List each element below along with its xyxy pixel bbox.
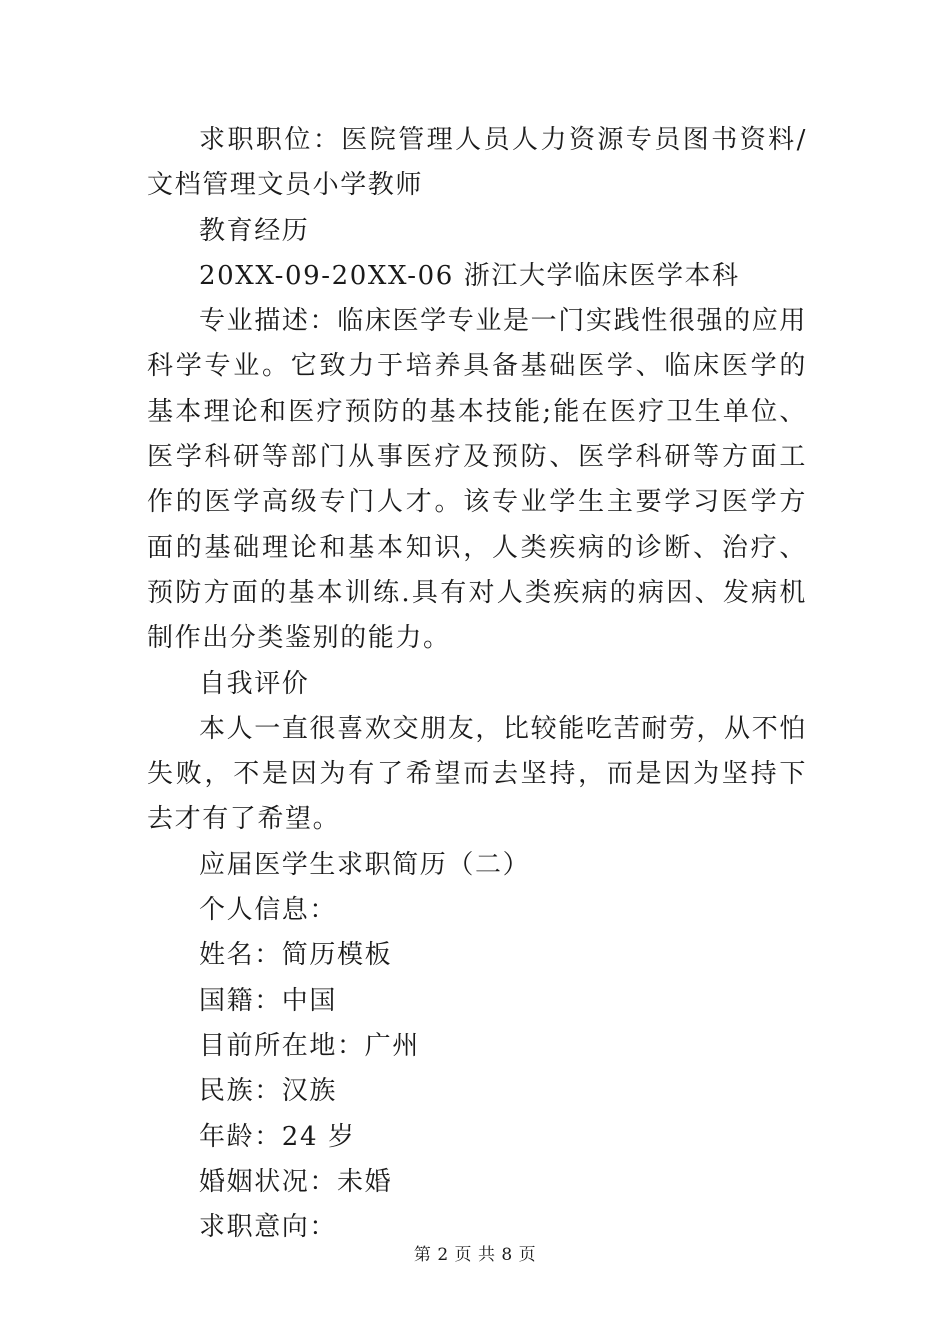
field-marital-status: 婚姻状况：未婚 bbox=[199, 1166, 393, 1197]
field-nationality: 国籍：中国 bbox=[199, 985, 338, 1016]
field-age: 年龄：24 岁 bbox=[199, 1121, 356, 1152]
paragraph-major-description: 专业描述：临床医学专业是一门实践性很强的应用科学专业。它致力于培养具备基础医学、临床医学的基本理论和医疗预防的基本技能;能在医疗卫生单位、医学科研等部门从事医疗及预防、医学科研等方面工作的医学高级专门人才。该专业学生主要学习医学方面的基础理论和基本知识，人类疾病的诊断、治疗、预防方面的基本训练.具有对人类疾病的病因、发病机制作出分类鉴别的能力。 bbox=[147, 306, 807, 654]
paragraph-self-evaluation: 本人一直很喜欢交朋友，比较能吃苦耐劳，从不怕失败，不是因为有了希望而去坚持，而是因为坚持下去才有了希望。 bbox=[147, 713, 807, 835]
paragraph-job-position: 求职职位：医院管理人员人力资源专员图书资料/文档管理文员小学教师 bbox=[147, 125, 807, 201]
heading-self-evaluation: 自我评价 bbox=[199, 668, 310, 699]
heading-resume-two: 应届医学生求职简历（二） bbox=[199, 849, 531, 880]
heading-job-intention: 求职意向： bbox=[199, 1212, 338, 1243]
page-number-footer: 第 2 页 共 8 页 bbox=[413, 1245, 537, 1265]
field-ethnicity: 民族：汉族 bbox=[199, 1076, 338, 1107]
field-name: 姓名：简历模板 bbox=[199, 940, 393, 971]
heading-education: 教育经历 bbox=[199, 215, 310, 246]
heading-personal-info: 个人信息： bbox=[199, 895, 338, 926]
paragraph-education-entry: 20XX-09-20XX-06 浙江大学临床医学本科 bbox=[199, 260, 740, 291]
document-body bbox=[147, 118, 807, 1250]
field-location: 目前所在地：广州 bbox=[199, 1030, 420, 1061]
